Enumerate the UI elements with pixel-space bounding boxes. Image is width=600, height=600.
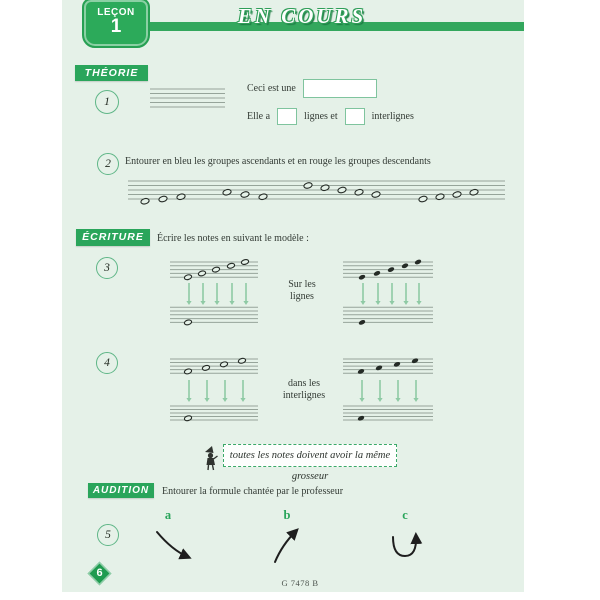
answer-box[interactable] xyxy=(277,108,297,125)
exercise4-staff-block-left[interactable] xyxy=(168,355,262,430)
exercise5-melodic-curves[interactable] xyxy=(152,523,442,573)
teacher-figure-icon xyxy=(202,445,220,476)
exercise3-number: 3 xyxy=(96,257,118,279)
exercise1-text: Ceci est une xyxy=(247,83,296,94)
exercise3-staff-block-left[interactable] xyxy=(168,258,262,333)
edition-reference: G 7478 B xyxy=(281,578,319,588)
exercise1-staff xyxy=(150,87,225,116)
workbook-page xyxy=(62,0,524,592)
exercise1-answers xyxy=(247,79,414,125)
answer-box[interactable] xyxy=(303,79,377,98)
audition-instruction: Entourer la formule chantée par le professeur xyxy=(162,486,344,497)
page-number: 6 xyxy=(96,567,103,579)
page-title: EN COURS xyxy=(237,4,367,28)
exercise2-staff[interactable] xyxy=(126,176,506,213)
section-label-ecriture: ÉCRITURE xyxy=(76,229,150,246)
exercise1-text: Elle a xyxy=(247,111,271,122)
exercise5-number: 5 xyxy=(97,524,119,546)
page-number-diamond xyxy=(87,561,111,585)
exercise3-caption: Sur les lignes xyxy=(288,279,316,302)
exercise4-caption: dans les interlignes xyxy=(282,378,326,401)
option-b-label: b xyxy=(283,508,291,522)
lesson-label: LEÇON xyxy=(97,7,135,18)
option-a-label: a xyxy=(164,508,172,522)
exercise2-instruction: Entourer en bleu les groupes ascendants et en rouge les groupes descendants xyxy=(125,156,431,167)
exercise2-number: 2 xyxy=(97,153,119,175)
section-label-theorie: THÉORIE xyxy=(75,65,148,81)
exercise4-staff-block-right[interactable] xyxy=(341,355,435,430)
exercise1-text: interlignes xyxy=(371,111,414,122)
exercise1-text: lignes et xyxy=(304,111,338,122)
answer-box[interactable] xyxy=(345,108,365,125)
lesson-number: 1 xyxy=(110,16,122,37)
lesson-badge xyxy=(82,0,150,48)
option-c-label: c xyxy=(402,508,408,522)
tip-box: toutes les notes doivent avoir la même grosseur xyxy=(223,444,397,467)
section-label-audition: AUDITION xyxy=(88,483,154,498)
exercise1-number: 1 xyxy=(95,90,119,114)
exercise3-staff-block-right[interactable] xyxy=(341,258,435,333)
ecriture-instruction: Écrire les notes en suivant le modèle : xyxy=(157,233,309,244)
exercise4-number: 4 xyxy=(96,352,118,374)
